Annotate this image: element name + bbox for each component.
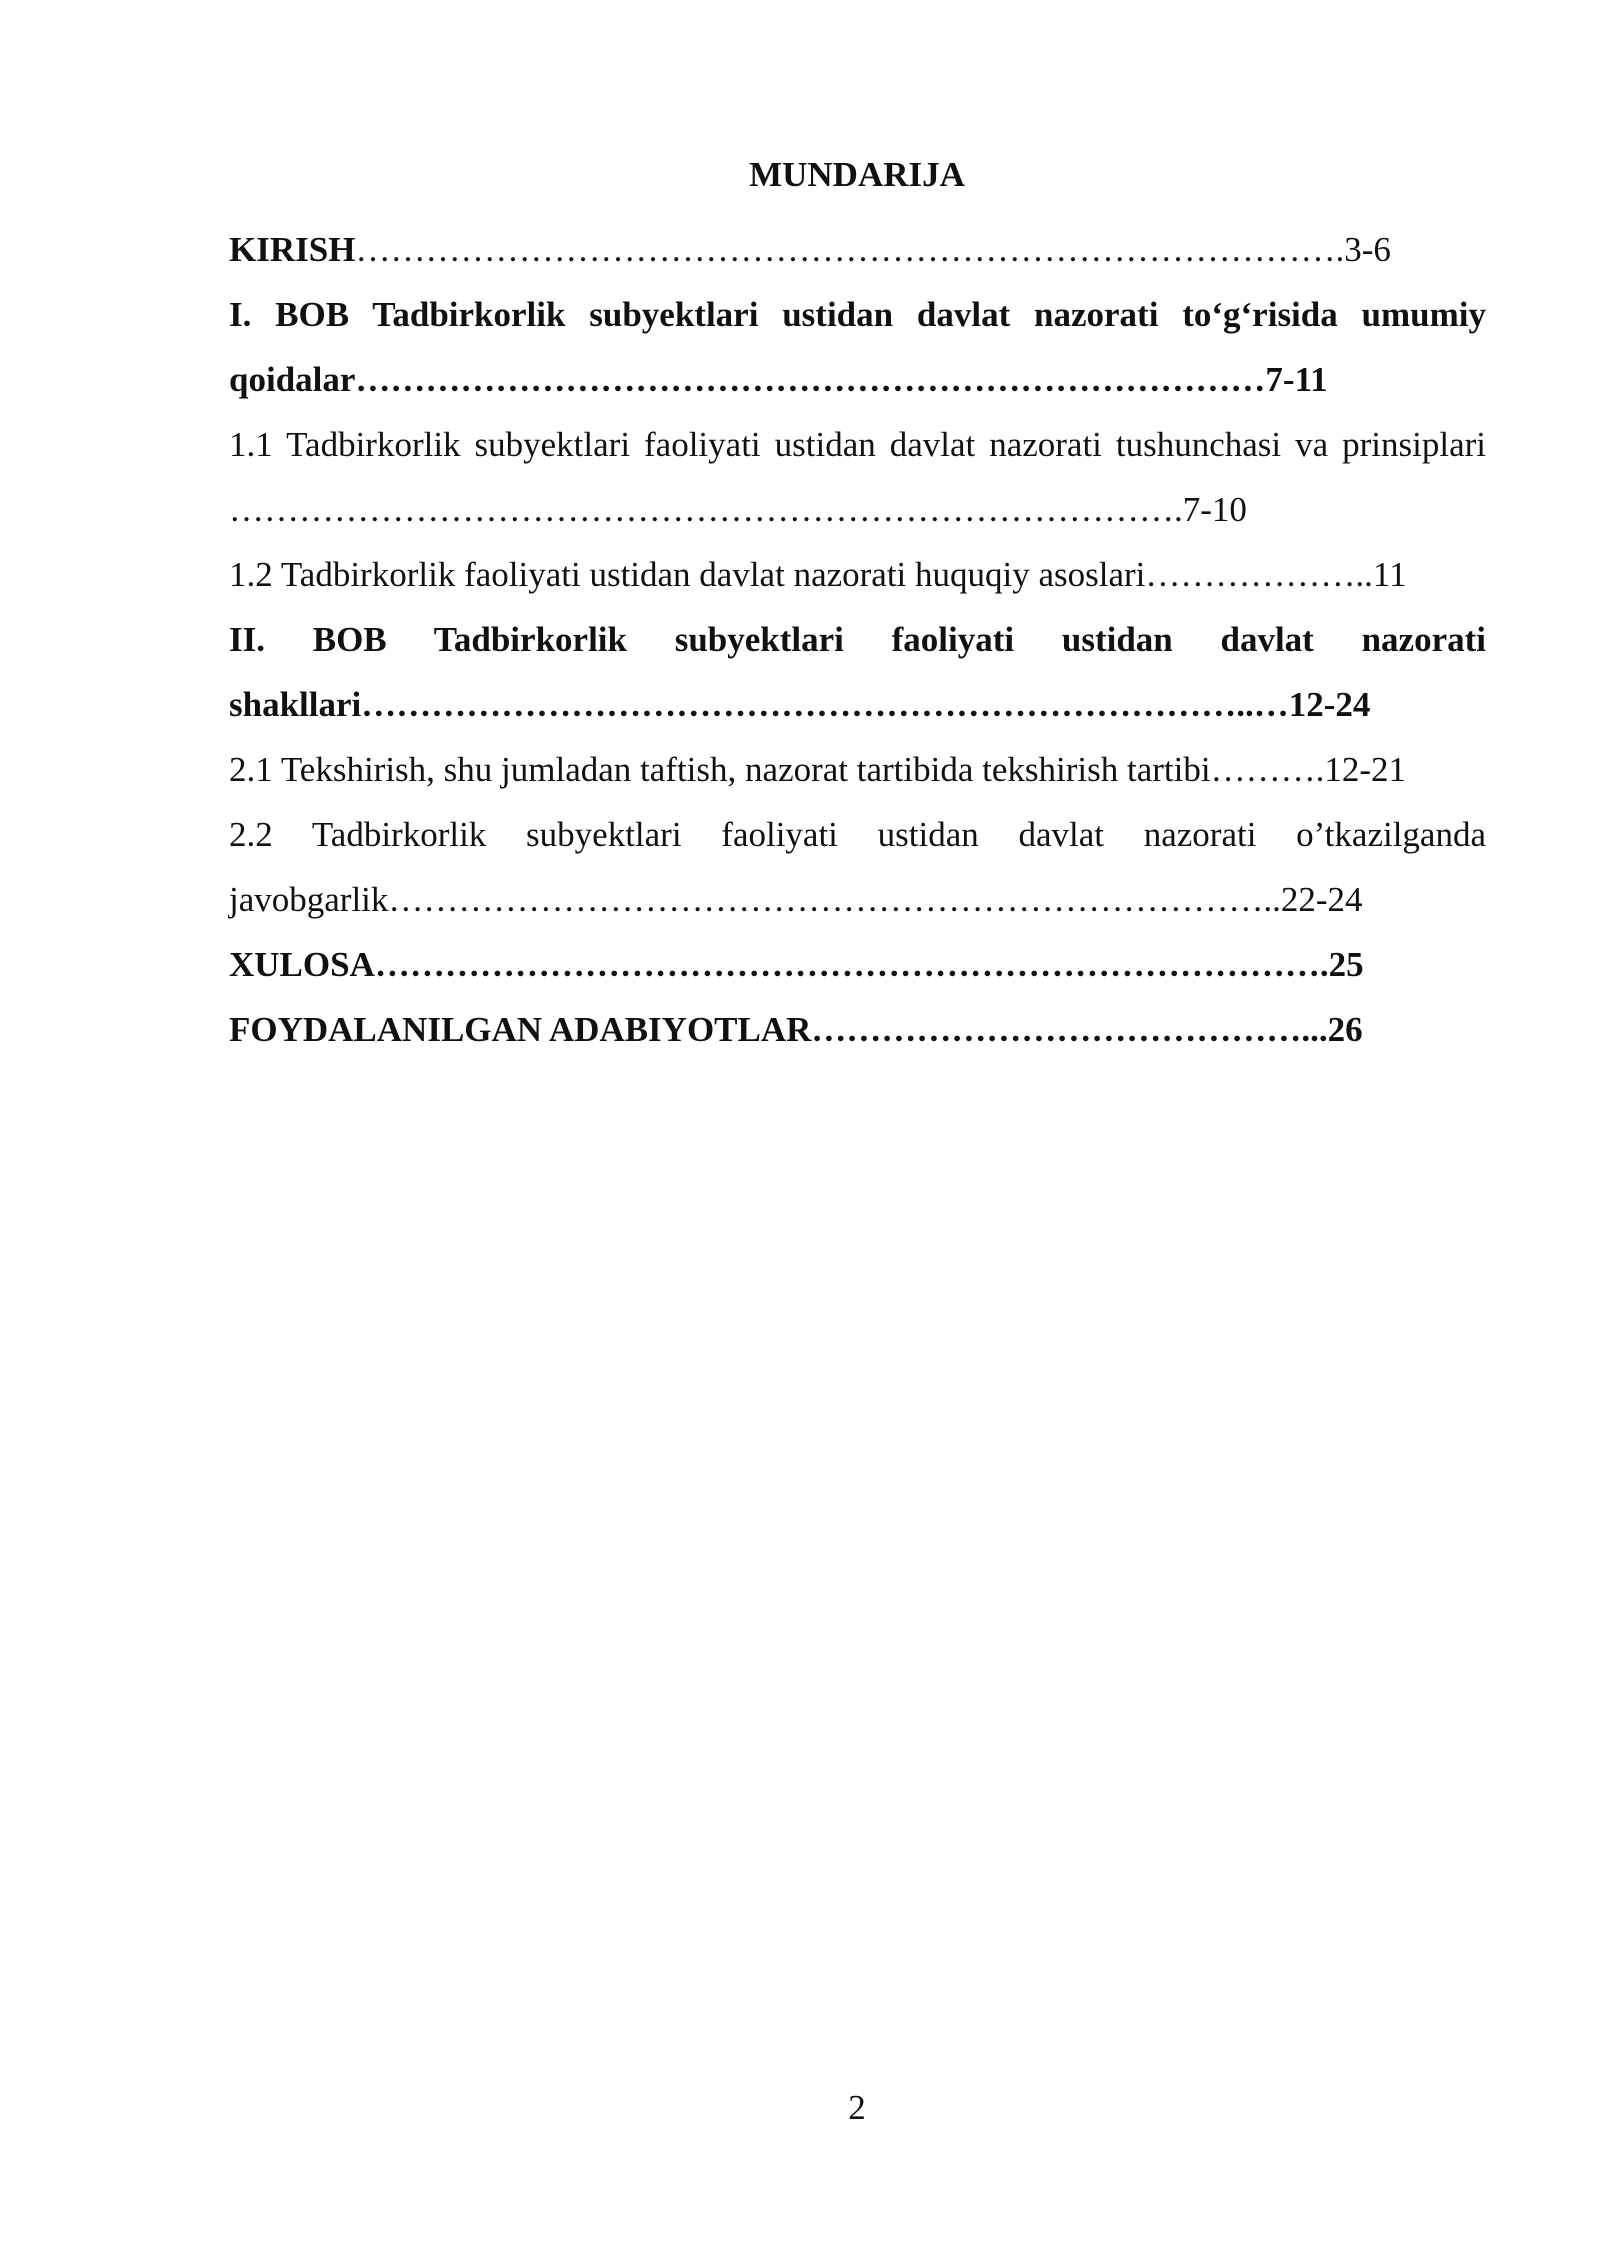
toc-entry-xulosa: XULOSA……………………………………………………………………….25 xyxy=(229,945,1364,984)
toc-entry-kirish: KIRISH………………………………………………………………………….3-6 xyxy=(229,230,1391,269)
toc-entry-bob-2: II. BOB Tadbirkorlik subyektlari faoliyati ustidan davlat nazorati shakllari…………………………………………………………………..…12-24 xyxy=(229,620,1486,724)
toc-entry-adabiyotlar: FOYDALANILGAN ADABIYOTLAR……………………………………...26 xyxy=(229,1010,1363,1049)
toc-entry-bob-1: I. BOB Tadbirkorlik subyektlari ustidan davlat nazorati to‘g‘risida umumiy qoidalar……………………………………………………………………7-11 xyxy=(229,295,1486,399)
page-number: 2 xyxy=(848,2088,866,2127)
toc-entry-section-2-2: 2.2 Tadbirkorlik subyektlari faoliyati ustidan davlat nazorati o’tkazilganda javobgarlik…………………………………………………………………..22-24 xyxy=(229,815,1486,919)
table-of-contents xyxy=(229,217,1486,1062)
toc-entry-section-1-1: 1.1 Tadbirkorlik subyektlari faoliyati ustidan davlat nazorati tushunchasi va prinsiplari ……………………………………………………………………….7-10 xyxy=(229,425,1486,529)
toc-entry-section-1-2: 1.2 Tadbirkorlik faoliyati ustidan davlat nazorati huquqiy asoslari………………..11 xyxy=(229,555,1407,594)
page-title: MUNDARIJA xyxy=(749,155,965,194)
toc-entry-section-2-1: 2.1 Tekshirish, shu jumladan taftish, nazorat tartibida tekshirish tartibi……….12-21 xyxy=(229,750,1406,789)
